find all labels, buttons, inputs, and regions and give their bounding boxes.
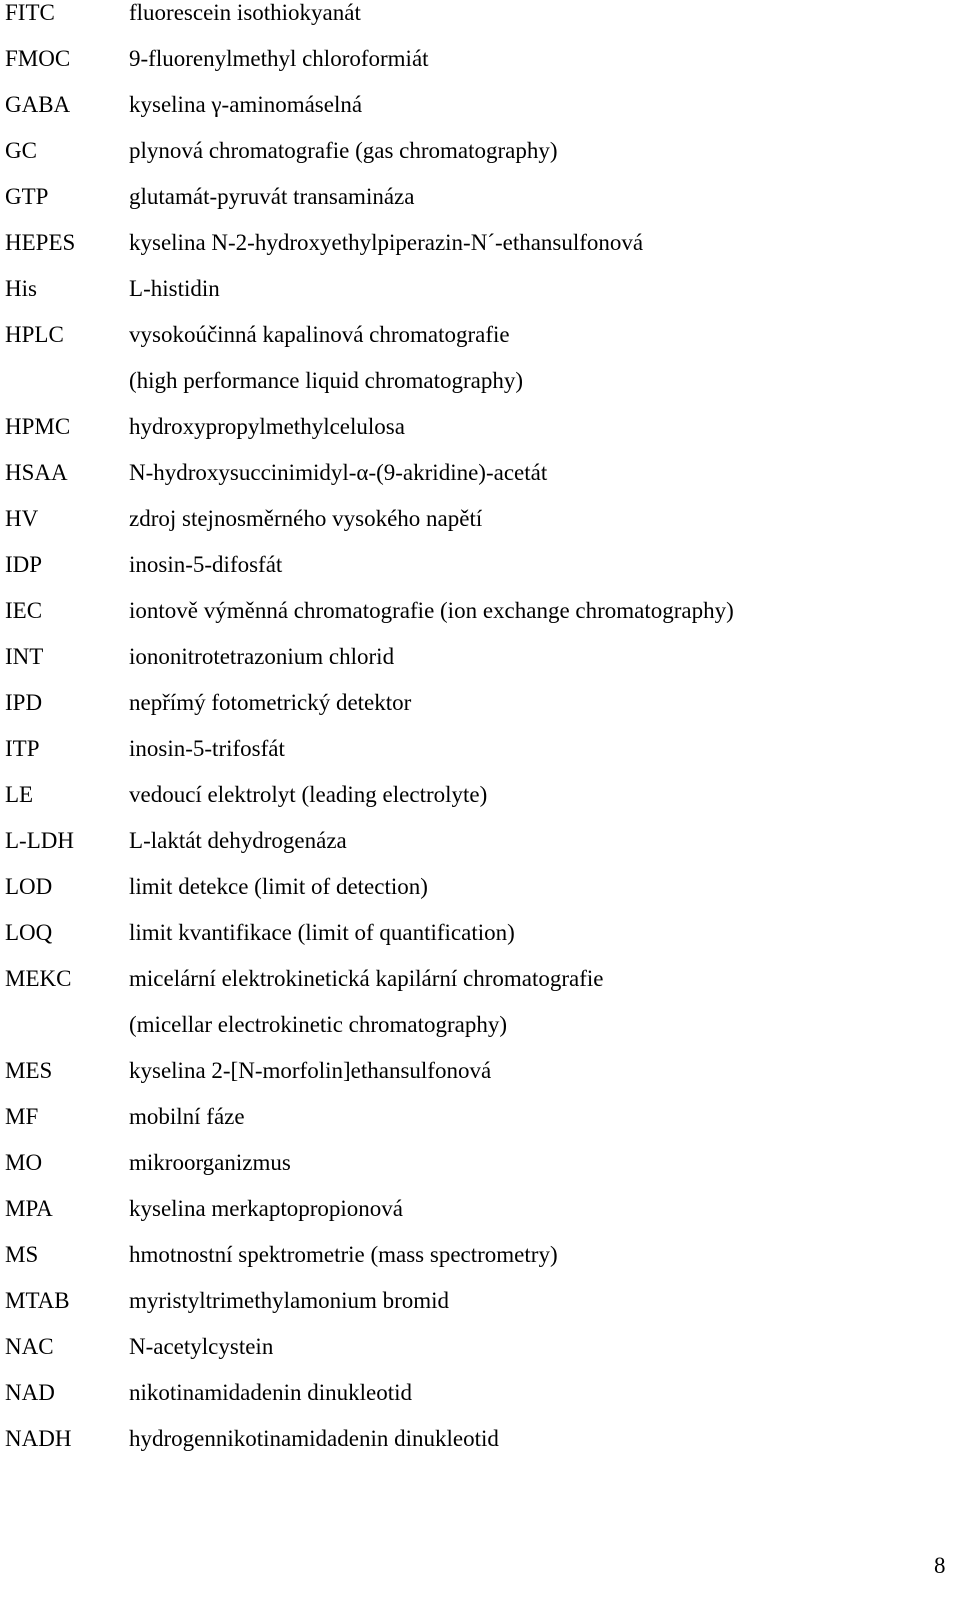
abbreviation: NADH <box>5 1426 72 1451</box>
abbreviation: GTP <box>5 184 49 209</box>
definition: plynová chromatografie (gas chromatography) <box>129 138 558 163</box>
list-item <box>0 920 960 960</box>
list-item <box>0 1150 960 1190</box>
definition: nikotinamidadenin dinukleotid <box>129 1380 412 1405</box>
definition: kyselina 2-[N-morfolin]ethansulfonová <box>129 1058 492 1083</box>
definition: micelární elektrokinetická kapilární chromatografie <box>129 966 604 991</box>
abbreviation: HSAA <box>5 460 68 485</box>
abbreviation: HPMC <box>5 414 71 439</box>
list-item <box>0 1196 960 1236</box>
definition: zdroj stejnosměrného vysokého napětí <box>129 506 483 531</box>
list-item <box>0 736 960 776</box>
definition-text: -histidin <box>143 276 220 301</box>
abbreviation: NAC <box>5 1334 54 1359</box>
list-item <box>0 552 960 592</box>
list-item <box>0 1242 960 1282</box>
list-item <box>0 460 960 500</box>
abbreviation: NAD <box>5 1380 55 1405</box>
list-item <box>0 1380 960 1420</box>
definition: kyselina N-2-hydroxyethylpiperazin-N´-ethansulfonová <box>129 230 644 255</box>
list-item <box>0 138 960 178</box>
stereo-prefix: L <box>129 276 144 301</box>
definition-continuation: (high performance liquid chromatography) <box>129 368 524 393</box>
abbreviation: LE <box>5 782 34 807</box>
abbreviation: MES <box>5 1058 53 1083</box>
list-item <box>0 0 960 40</box>
list-item <box>0 644 960 684</box>
abbreviation: MF <box>5 1104 39 1129</box>
abbreviation: L-LDH <box>5 828 74 853</box>
definition: inosin-5-difosfát <box>129 552 283 577</box>
definition: limit kvantifikace (limit of quantification) <box>129 920 515 945</box>
list-item <box>0 92 960 132</box>
definition: iontově výměnná chromatografie (ion exchange chromatography) <box>129 598 734 623</box>
abbreviation: FMOC <box>5 46 71 71</box>
list-item <box>0 1426 960 1466</box>
abbreviation: IPD <box>5 690 43 715</box>
stereo-prefix: L <box>129 828 144 853</box>
definition-text: -laktát dehydrogenáza <box>143 828 347 853</box>
abbreviation: MO <box>5 1150 43 1175</box>
abbreviation: His <box>5 276 37 301</box>
abbreviation: GC <box>5 138 37 163</box>
definition: fluorescein isothiokyanát <box>129 0 361 25</box>
abbreviation: IEC <box>5 598 43 623</box>
list-item <box>0 46 960 86</box>
abbreviation: LOD <box>5 874 53 899</box>
list-item-continuation <box>0 1012 960 1052</box>
abbreviation: HV <box>5 506 39 531</box>
definition: vedoucí elektrolyt (leading electrolyte) <box>129 782 488 807</box>
list-item <box>0 690 960 730</box>
definition: vysokoúčinná kapalinová chromatografie <box>129 322 510 347</box>
definition: N-acetylcystein <box>129 1334 274 1359</box>
list-item <box>0 966 960 1006</box>
definition: mobilní fáze <box>129 1104 245 1129</box>
abbreviation: MS <box>5 1242 39 1267</box>
definition: glutamát-pyruvát transamináza <box>129 184 415 209</box>
list-item <box>0 184 960 224</box>
definition: hydroxypropylmethylcelulosa <box>129 414 405 439</box>
definition: nepřímý fotometrický detektor <box>129 690 412 715</box>
definition: mikroorganizmus <box>129 1150 291 1175</box>
definition: inosin-5-trifosfát <box>129 736 285 761</box>
list-item <box>0 874 960 914</box>
definition: N-hydroxysuccinimidyl-α-(9-akridine)-acetát <box>129 460 548 485</box>
list-item <box>0 414 960 454</box>
definition <box>129 276 220 302</box>
definition: iononitrotetrazonium chlorid <box>129 644 395 669</box>
list-item-continuation <box>0 368 960 408</box>
list-item <box>0 1058 960 1098</box>
definition: kyselina merkaptopropionová <box>129 1196 404 1221</box>
definition: limit detekce (limit of detection) <box>129 874 428 899</box>
abbreviation: FITC <box>5 0 55 25</box>
list-item <box>0 782 960 822</box>
list-item <box>0 1104 960 1144</box>
abbreviation: HEPES <box>5 230 76 255</box>
abbreviation: INT <box>5 644 44 669</box>
definition: hmotnostní spektrometrie (mass spectrometry) <box>129 1242 558 1267</box>
abbreviation: LOQ <box>5 920 53 945</box>
abbreviation: HPLC <box>5 322 64 347</box>
abbreviation: MEKC <box>5 966 72 991</box>
list-item <box>0 322 960 362</box>
abbreviation: MPA <box>5 1196 53 1221</box>
abbreviation: GABA <box>5 92 71 117</box>
definition: myristyltrimethylamonium bromid <box>129 1288 450 1313</box>
definition: kyselina γ-aminomáselná <box>129 92 363 117</box>
definition: 9-fluorenylmethyl chloroformiát <box>129 46 429 71</box>
list-item <box>0 230 960 270</box>
list-item <box>0 1288 960 1328</box>
abbreviation: IDP <box>5 552 43 577</box>
list-item <box>0 828 960 868</box>
list-item <box>0 276 960 316</box>
definition-continuation: (micellar electrokinetic chromatography) <box>129 1012 508 1037</box>
abbreviation: MTAB <box>5 1288 70 1313</box>
abbreviation: ITP <box>5 736 40 761</box>
list-item <box>0 598 960 638</box>
page-number: 8 <box>934 1553 946 1578</box>
definition <box>129 828 347 854</box>
list-item <box>0 1334 960 1374</box>
list-item <box>0 506 960 546</box>
definition: hydrogennikotinamidadenin dinukleotid <box>129 1426 499 1451</box>
